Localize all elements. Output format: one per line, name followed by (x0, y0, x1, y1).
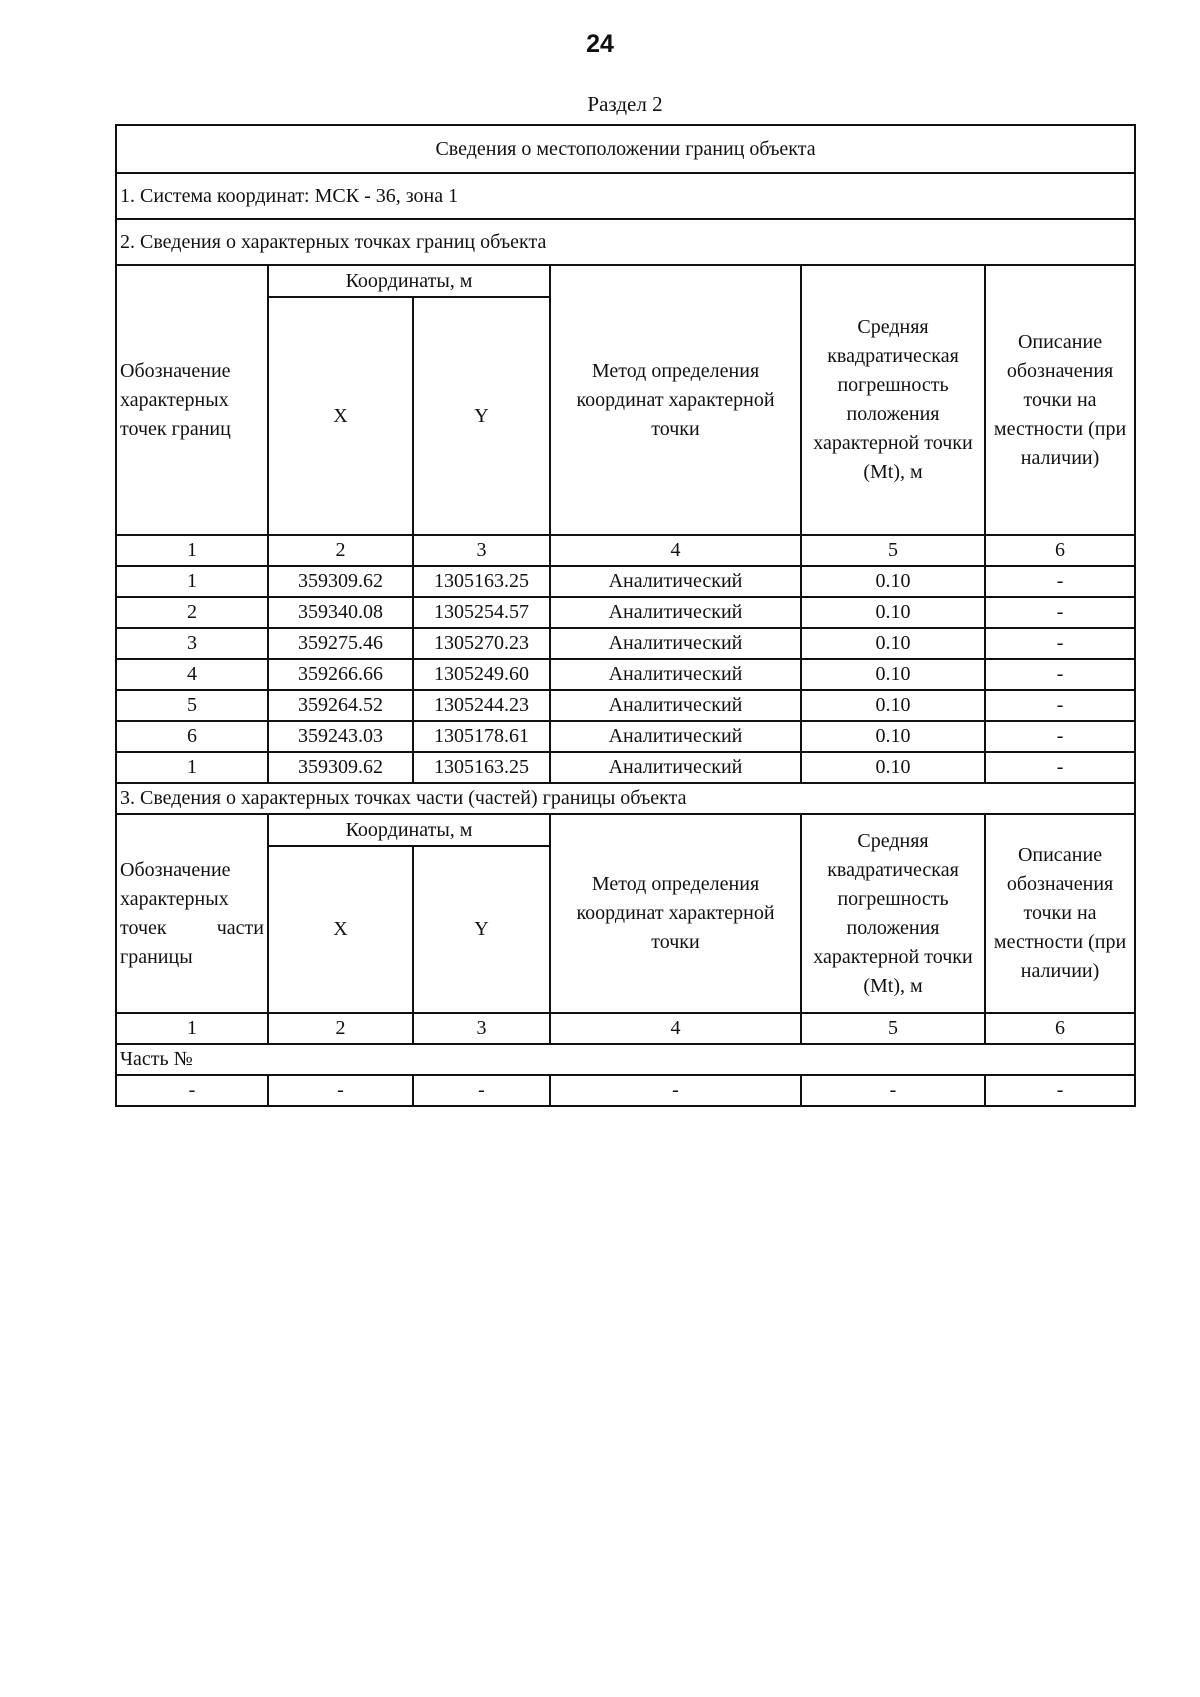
point-id: 4 (116, 659, 268, 690)
point-x: 359309.62 (268, 566, 413, 597)
point-description: - (985, 721, 1135, 752)
part-point-method: - (550, 1075, 801, 1106)
part-label-row (116, 1044, 1135, 1075)
point-x: 359340.08 (268, 597, 413, 628)
section2-x-header: X (268, 297, 413, 535)
section2-header-row (116, 265, 1135, 297)
table-row (116, 597, 1135, 628)
point-description: - (985, 659, 1135, 690)
table-row (116, 721, 1135, 752)
column-number: 1 (116, 535, 268, 566)
table-row (116, 659, 1135, 690)
part-point-y: - (413, 1075, 550, 1106)
column-number: 2 (268, 535, 413, 566)
point-description: - (985, 752, 1135, 783)
part-point-id: - (116, 1075, 268, 1106)
point-error: 0.10 (801, 566, 985, 597)
coordinate-system: 1. Система координат: МСК - 36, зона 1 (116, 173, 1135, 219)
boundary-table (115, 124, 1136, 1107)
column-number: 1 (116, 1013, 268, 1044)
table-row (116, 566, 1135, 597)
point-x: 359275.46 (268, 628, 413, 659)
column-number: 6 (985, 535, 1135, 566)
point-y: 1305254.57 (413, 597, 550, 628)
point-id: 2 (116, 597, 268, 628)
point-description: - (985, 690, 1135, 721)
point-y: 1305270.23 (413, 628, 550, 659)
point-description: - (985, 628, 1135, 659)
point-x: 359266.66 (268, 659, 413, 690)
coordinate-system-row (116, 173, 1135, 219)
section2-title: 2. Сведения о характерных точках границ объекта (116, 219, 1135, 265)
section2-method-header: Метод определения координат характерной точки (550, 265, 801, 535)
point-method: Аналитический (550, 597, 801, 628)
point-id: 6 (116, 721, 268, 752)
part-label: Часть № (116, 1044, 1135, 1075)
part-point-error: - (801, 1075, 985, 1106)
column-number: 4 (550, 1013, 801, 1044)
point-error: 0.10 (801, 597, 985, 628)
point-method: Аналитический (550, 721, 801, 752)
section3-designation-header: Обозначение характерных точек части границы (116, 814, 268, 1013)
point-error: 0.10 (801, 752, 985, 783)
point-description: - (985, 597, 1135, 628)
point-method: Аналитический (550, 628, 801, 659)
point-error: 0.10 (801, 628, 985, 659)
column-number: 3 (413, 1013, 550, 1044)
section3-error-header: Средняя квадратическая погрешность положения характерной точки (Mt), м (801, 814, 985, 1013)
table-title-row (116, 125, 1135, 173)
point-y: 1305178.61 (413, 721, 550, 752)
table-row (116, 628, 1135, 659)
section2-description-header: Описание обозначения точки на местности (при наличии) (985, 265, 1135, 535)
point-method: Аналитический (550, 690, 801, 721)
section2-designation-header: Обозначение характерных точек границ (116, 265, 268, 535)
column-number: 5 (801, 535, 985, 566)
section-label: Раздел 2 (587, 92, 663, 116)
section3-x-header: X (268, 846, 413, 1013)
table-row (116, 752, 1135, 783)
section3-y-header: Y (413, 846, 550, 1013)
column-number: 6 (985, 1013, 1135, 1044)
table-row (116, 690, 1135, 721)
section3-description-header: Описание обозначения точки на местности (при наличии) (985, 814, 1135, 1013)
column-number: 5 (801, 1013, 985, 1044)
page-number: 24 (586, 30, 614, 58)
point-error: 0.10 (801, 721, 985, 752)
point-method: Аналитический (550, 659, 801, 690)
point-y: 1305244.23 (413, 690, 550, 721)
section3-title: 3. Сведения о характерных точках части (частей) границы объекта (116, 783, 1135, 814)
section2-column-numbers (116, 535, 1135, 566)
column-number: 2 (268, 1013, 413, 1044)
column-number: 4 (550, 535, 801, 566)
point-id: 1 (116, 752, 268, 783)
section3-title-row (116, 783, 1135, 814)
point-id: 1 (116, 566, 268, 597)
part-point-x: - (268, 1075, 413, 1106)
part-point-description: - (985, 1075, 1135, 1106)
section2-coordinates-header: Координаты, м (268, 265, 550, 297)
section2-title-row (116, 219, 1135, 265)
point-error: 0.10 (801, 690, 985, 721)
table-row (116, 1075, 1135, 1106)
point-id: 3 (116, 628, 268, 659)
section3-column-numbers (116, 1013, 1135, 1044)
point-method: Аналитический (550, 566, 801, 597)
point-y: 1305163.25 (413, 752, 550, 783)
point-description: - (985, 566, 1135, 597)
column-number: 3 (413, 535, 550, 566)
section3-header-row (116, 814, 1135, 846)
point-method: Аналитический (550, 752, 801, 783)
point-x: 359264.52 (268, 690, 413, 721)
point-error: 0.10 (801, 659, 985, 690)
section3-method-header: Метод определения координат характерной точки (550, 814, 801, 1013)
table-title: Сведения о местоположении границ объекта (116, 125, 1135, 173)
point-y: 1305163.25 (413, 566, 550, 597)
section2-y-header: Y (413, 297, 550, 535)
point-x: 359243.03 (268, 721, 413, 752)
section2-error-header: Средняя квадратическая погрешность положения характерной точки (Mt), м (801, 265, 985, 535)
point-id: 5 (116, 690, 268, 721)
point-x: 359309.62 (268, 752, 413, 783)
section3-coordinates-header: Координаты, м (268, 814, 550, 846)
point-y: 1305249.60 (413, 659, 550, 690)
